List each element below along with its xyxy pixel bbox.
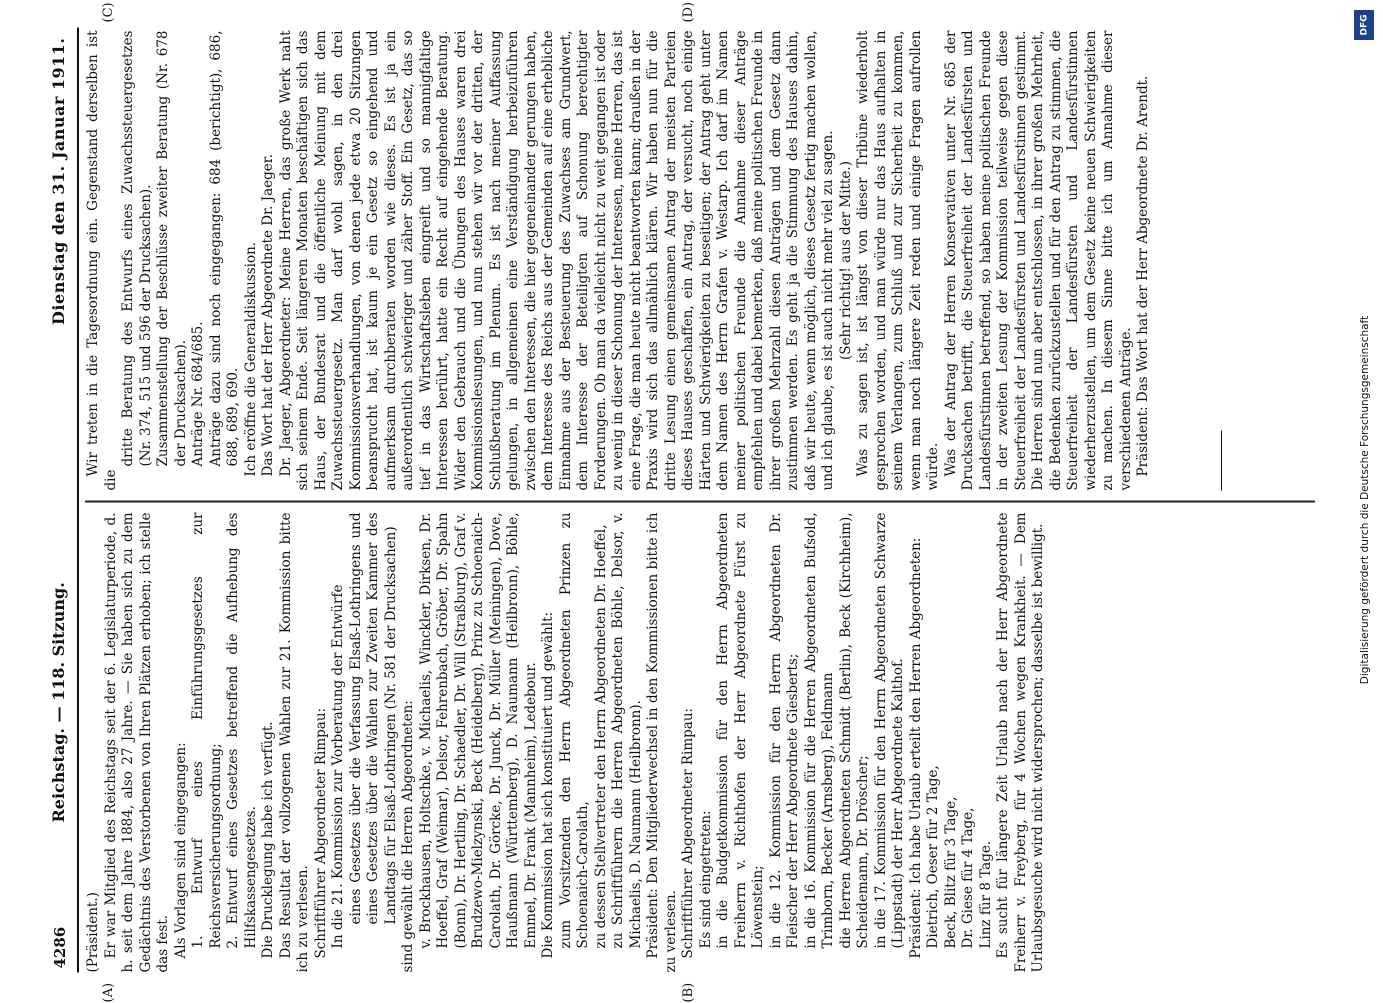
paragraph: 1. Entwurf eines Einführungsgesetzes zur Reichsversicherungsordnung;: [190, 512, 224, 949]
paragraph: Dr. Jaeger, Abgeordneter: Meine Herren, das große Werk naht sich seinem Ende. Seit längeren Monaten beschäftigen sich das Haus, der Bundesrat und die öffentliche Meinung mit dem Zuwachssteuergesetz. Man darf wohl sagen, in den drei Kommissionsverhandlungen, von denen jede etwa 20 Sitzungen beansprucht hat, ist kaum je ein Gesetz so eingehend und aufmerksam durchberaten worden wie dieses. Es ist ja ein außerordentlich schwieriger und zäher Stoff. Ein Gesetz, das so tief in das Wirtschaftsleben eingreift und so mannigfaltige Interessen berührt, hatte ein Recht auf eingehende Beratung. Wider den Gebrauch und die Übungen des Hauses waren drei Kommissionslesungen, und nun stehen wir vor der dritten, der Schlußberatung im Plenum. Es ist nach meiner Auffassung gelungen, in allgemeinen eine Verständigung herbeizuführen zwischen den Interessen, die hier gegeneinander gerungen haben, dem Interesse des Reichs aus der Gemeinden auf eine erhebliche Einnahme aus der Besteuerung des Zuwachses am Grundwert, dem Interesse der Beteiligten auf Schonung berechtigter Forderungen. Ob man da vielleicht nicht zu weit gegangen ist oder zu wenig in dieser Schonung der Interessen, meine Herren, das ist eine Frage, die man heute nicht beantworten kann; draußen in der Praxis wird sich das allmählich klären. Wir haben nun für die dritte Lesung einen gemeinsamen Antrag der meisten Parteien dieses Hauses geschaffen, ein Antrag, der versucht, noch einige Härten und Schwierigkeiten zu beseitigen; der Antrag geht unter dem Namen des Herrn Grafen v. Westarp. Ich darf im Namen meiner politischen Freunde die Annahme dieser Anträge empfehlen und dabei bemerken, daß meine politischen Freunde in ihrer großen Mehrzahl diesen Anträgen und dem Gesetz dann zustimmen werden. Es geht ja die Stimmung des Hauses dahin, daß wir heute, wenn möglich, dieses Gesetz fertig machen wollen, und ich glaube, es ist auch nicht mehr viel zu sagen.: [277, 30, 836, 491]
paragraph: Linz für 8 Tage.: [977, 840, 994, 949]
paragraph: sind gewählt die Herren Abgeordneten:: [400, 700, 416, 973]
paragraph: Zusammenstellung der Beschlüsse zweiter Beratung (Nr. 678 der Drucksachen).: [155, 30, 189, 467]
dfg-logo: DFG: [1354, 10, 1374, 40]
paragraph: (Präsident.): [85, 892, 101, 973]
paragraph: eines Gesetzes über die Verfassung Elsaß-Lothringens und eines Gesetzes über die Wahlen zur Zweiten Kammer des Landtags für Elsaß-Lothringen (Nr. 581 der Drucksachen): [347, 512, 399, 925]
paragraph: in die Budgetkommission für den Herrn Abgeordneten Freiherrn v. Richthofen der Herr Abgeordnete Fürst zu Löwenstein;: [715, 512, 766, 949]
paragraph: Beck, Blitz für 3 Tage,: [942, 796, 959, 949]
paragraph: Präsident: Das Wort hat der Herr Abgeordnete Dr. Arendt.: [1135, 75, 1151, 477]
column-divider: [85, 501, 1315, 503]
paragraph: Schriftführer Abgeordneter Rimpau:: [680, 707, 696, 959]
paragraph: Dietrich, Oeser für 2 Tage,: [925, 765, 941, 949]
paragraph: Dr. Giese für 4 Tage,: [960, 807, 976, 949]
margin-marker-b: (B): [681, 982, 696, 1003]
paragraph: Ich eröffne die Generaldiskussion.: [242, 241, 259, 477]
margin-marker-a: (A): [101, 982, 116, 1003]
paragraph: Anträge dazu sind noch eingegangen: 684 (berichtigt), 686, 688, 689, 690.: [207, 30, 241, 467]
paragraph: Präsident: Den Mitgliederwechsel in den Kommissionen bitte ich zu verlesen.: [645, 512, 679, 973]
rotated-sheet: [41, 1, 1341, 1003]
paragraph: in die 12. Kommission für den Herrn Abgeordneten Dr. Fleischer der Herr Abgeordnete Giesberts;: [767, 512, 801, 949]
paragraph: Was zu sagen ist, ist längst von dieser Tribüne wiederholt gesprochen worden, und man würde nur das Haus aufhalten in seinem Verlangen, zum Schluß und zur Sicherheit zu kommen, wenn man noch längere Zeit reden und einige Fragen aufrollen würde.: [855, 30, 941, 491]
paragraph: zu dessen Stellvertreter den Herrn Abgeordneten Dr. Hoeffel,: [592, 524, 609, 949]
paragraph: in die 16. Kommission für die Herren Abgeordneten Bufsold, Trimborn, Becker (Arnsberg), Feldmann: [802, 512, 836, 949]
session-date: Dienstag den 31. Januar 1911.: [49, 37, 68, 325]
paragraph: Schriftführer Abgeordneter Rimpau:: [312, 707, 329, 959]
margin-marker-d: (D): [681, 1, 696, 23]
paragraph: Er war Mitglied des Reichstags seit der 6. Legislaturperiode, d. h. seit dem Jahre 1884, also 27 Jahre. — Sie haben sich zu dem Gedächtnis des Verstorbenen von Ihren Plätzen erhoben; ich stelle das fest.: [102, 512, 171, 973]
paragraph: (Sehr richtig! aus der Mitte.): [837, 161, 854, 360]
paragraph: dritte Beratung des Entwurfs eines Zuwachssteuergesetzes (Nr. 374, 515 und 596 der Drucksachen).: [120, 30, 154, 467]
dfg-stamp: [1352, 8, 1378, 992]
paragraph: Das Wort hat der Herr Abgeordnete Dr. Jaeger.: [260, 154, 276, 477]
closing-rule: [1221, 431, 1222, 491]
paragraph: in die 17. Kommission für den Herrn Abgeordneten Schwarze (Lippstadt) der Herr Abgeordnete Kalthof.: [872, 512, 906, 949]
paragraph: Das Resultat der vollzogenen Wahlen zur 21. Kommission bitte ich zu verlesen.: [277, 512, 311, 973]
paragraph: Es sind eingetreten:: [697, 810, 714, 949]
paragraph: Anträge Nr. 684/685.: [190, 321, 206, 467]
paragraph: v. Brockhausen, Holtschke, v. Michaelis, Winckler, Dirksen, Dr. Hoeffel, Graf (Weimar), Delsor, Fehrenbach, Gröber, Dr. Spahn (Bonn), Dr. Hertling, Dr. Schaedler, Dr. Will (Straßburg), Graf v. Brudzewo-Mielzynski, Beck (Heidelberg), Prinz zu Schoenaich-Carolath, Dr. Görcke, Dr. Junck, Dr. Müller (Meiningen), Dove, Haußmann (Württemberg), D. Naumann (Heilbronn), Böhle, Emmel, Dr. Frank (Mannheim), Ledebour.: [417, 512, 539, 949]
paragraph: die Herren Abgeordneten Schmidt (Berlin), Beck (Kirchheim), Scheidemann, Dr. Dröscher;: [837, 512, 871, 949]
margin-marker-c: (C): [101, 2, 116, 23]
paragraph: Präsident: Ich habe Urlaub erteilt den Herren Abgeordneten:: [907, 537, 924, 959]
page-header: [41, 28, 81, 973]
header-rule: [77, 28, 79, 973]
dfg-credit-text: Digitalisierung gefördert durch die Deutsche Forschungsgemeinschaft: [1359, 315, 1371, 685]
paragraph: Die Kommission hat sich konstituiert und gewählt:: [540, 611, 556, 959]
left-text-column: [85, 513, 1335, 973]
paragraph: zu Schriftführern die Herren Abgeordneten Böhle, Delsor, v. Michaelis, D. Naumann (Heilbronn).: [610, 512, 644, 949]
paragraph: zum Vorsitzenden den Herrn Abgeordneten Prinzen zu Schoenaich-Carolath,: [557, 512, 591, 949]
paragraph: Die Drucklegung habe ich verfügt.: [260, 721, 276, 959]
paragraph: Es sucht für längere Zeit Urlaub nach der Herr Abgeordnete Freiherr v. Freyberg, für 4 Wochen wegen Krankheit. — Dem Urlaubsgesuche wird nicht widersprochen; dasselbe ist bewilligt.: [995, 512, 1046, 973]
right-text-column: [85, 31, 1335, 491]
paragraph: Was der Antrag der Herren Konservativen unter Nr. 685 der Drucksachen betrifft, die Steuerfreiheit der Landesfürsten und Landesfürstinnen betreffend, so haben meine politischen Freunde in der zweiten Lesung der Kommission teilweise gegen diese Steuerfreiheit der Landesfürsten und Landesfürstinnen gestimmt. Die Herren sind nun aber entschlossen, in ihrer großen Mehrheit, die Bedenken zurückzustellen und für den Antrag zu stimmen, die Steuerfreiheit der Landesfürsten und Landesfürstinnen wiederherzustellen, um dem Gesetz keine neuen Schwierigkeiten zu machen. In diesem Sinne bitte ich um Annahme dieser verschiedenen Anträge.: [942, 30, 1134, 491]
paragraph: 2. Entwurf eines Gesetzes betreffend die Aufhebung des Hilfskassengesetzes.: [225, 512, 259, 949]
paragraph: Als Vorlagen sind eingegangen:: [172, 742, 189, 959]
paragraph: Wir treten in die Tagesordnung ein. Gegenstand derselben ist die: [85, 30, 119, 491]
page-number: 4286: [51, 926, 69, 969]
paragraph: In die 21. Kommission zur Vorberatung der Entwürfe: [330, 584, 346, 949]
session-title: Reichstag. — 118. Sitzung.: [49, 582, 68, 823]
